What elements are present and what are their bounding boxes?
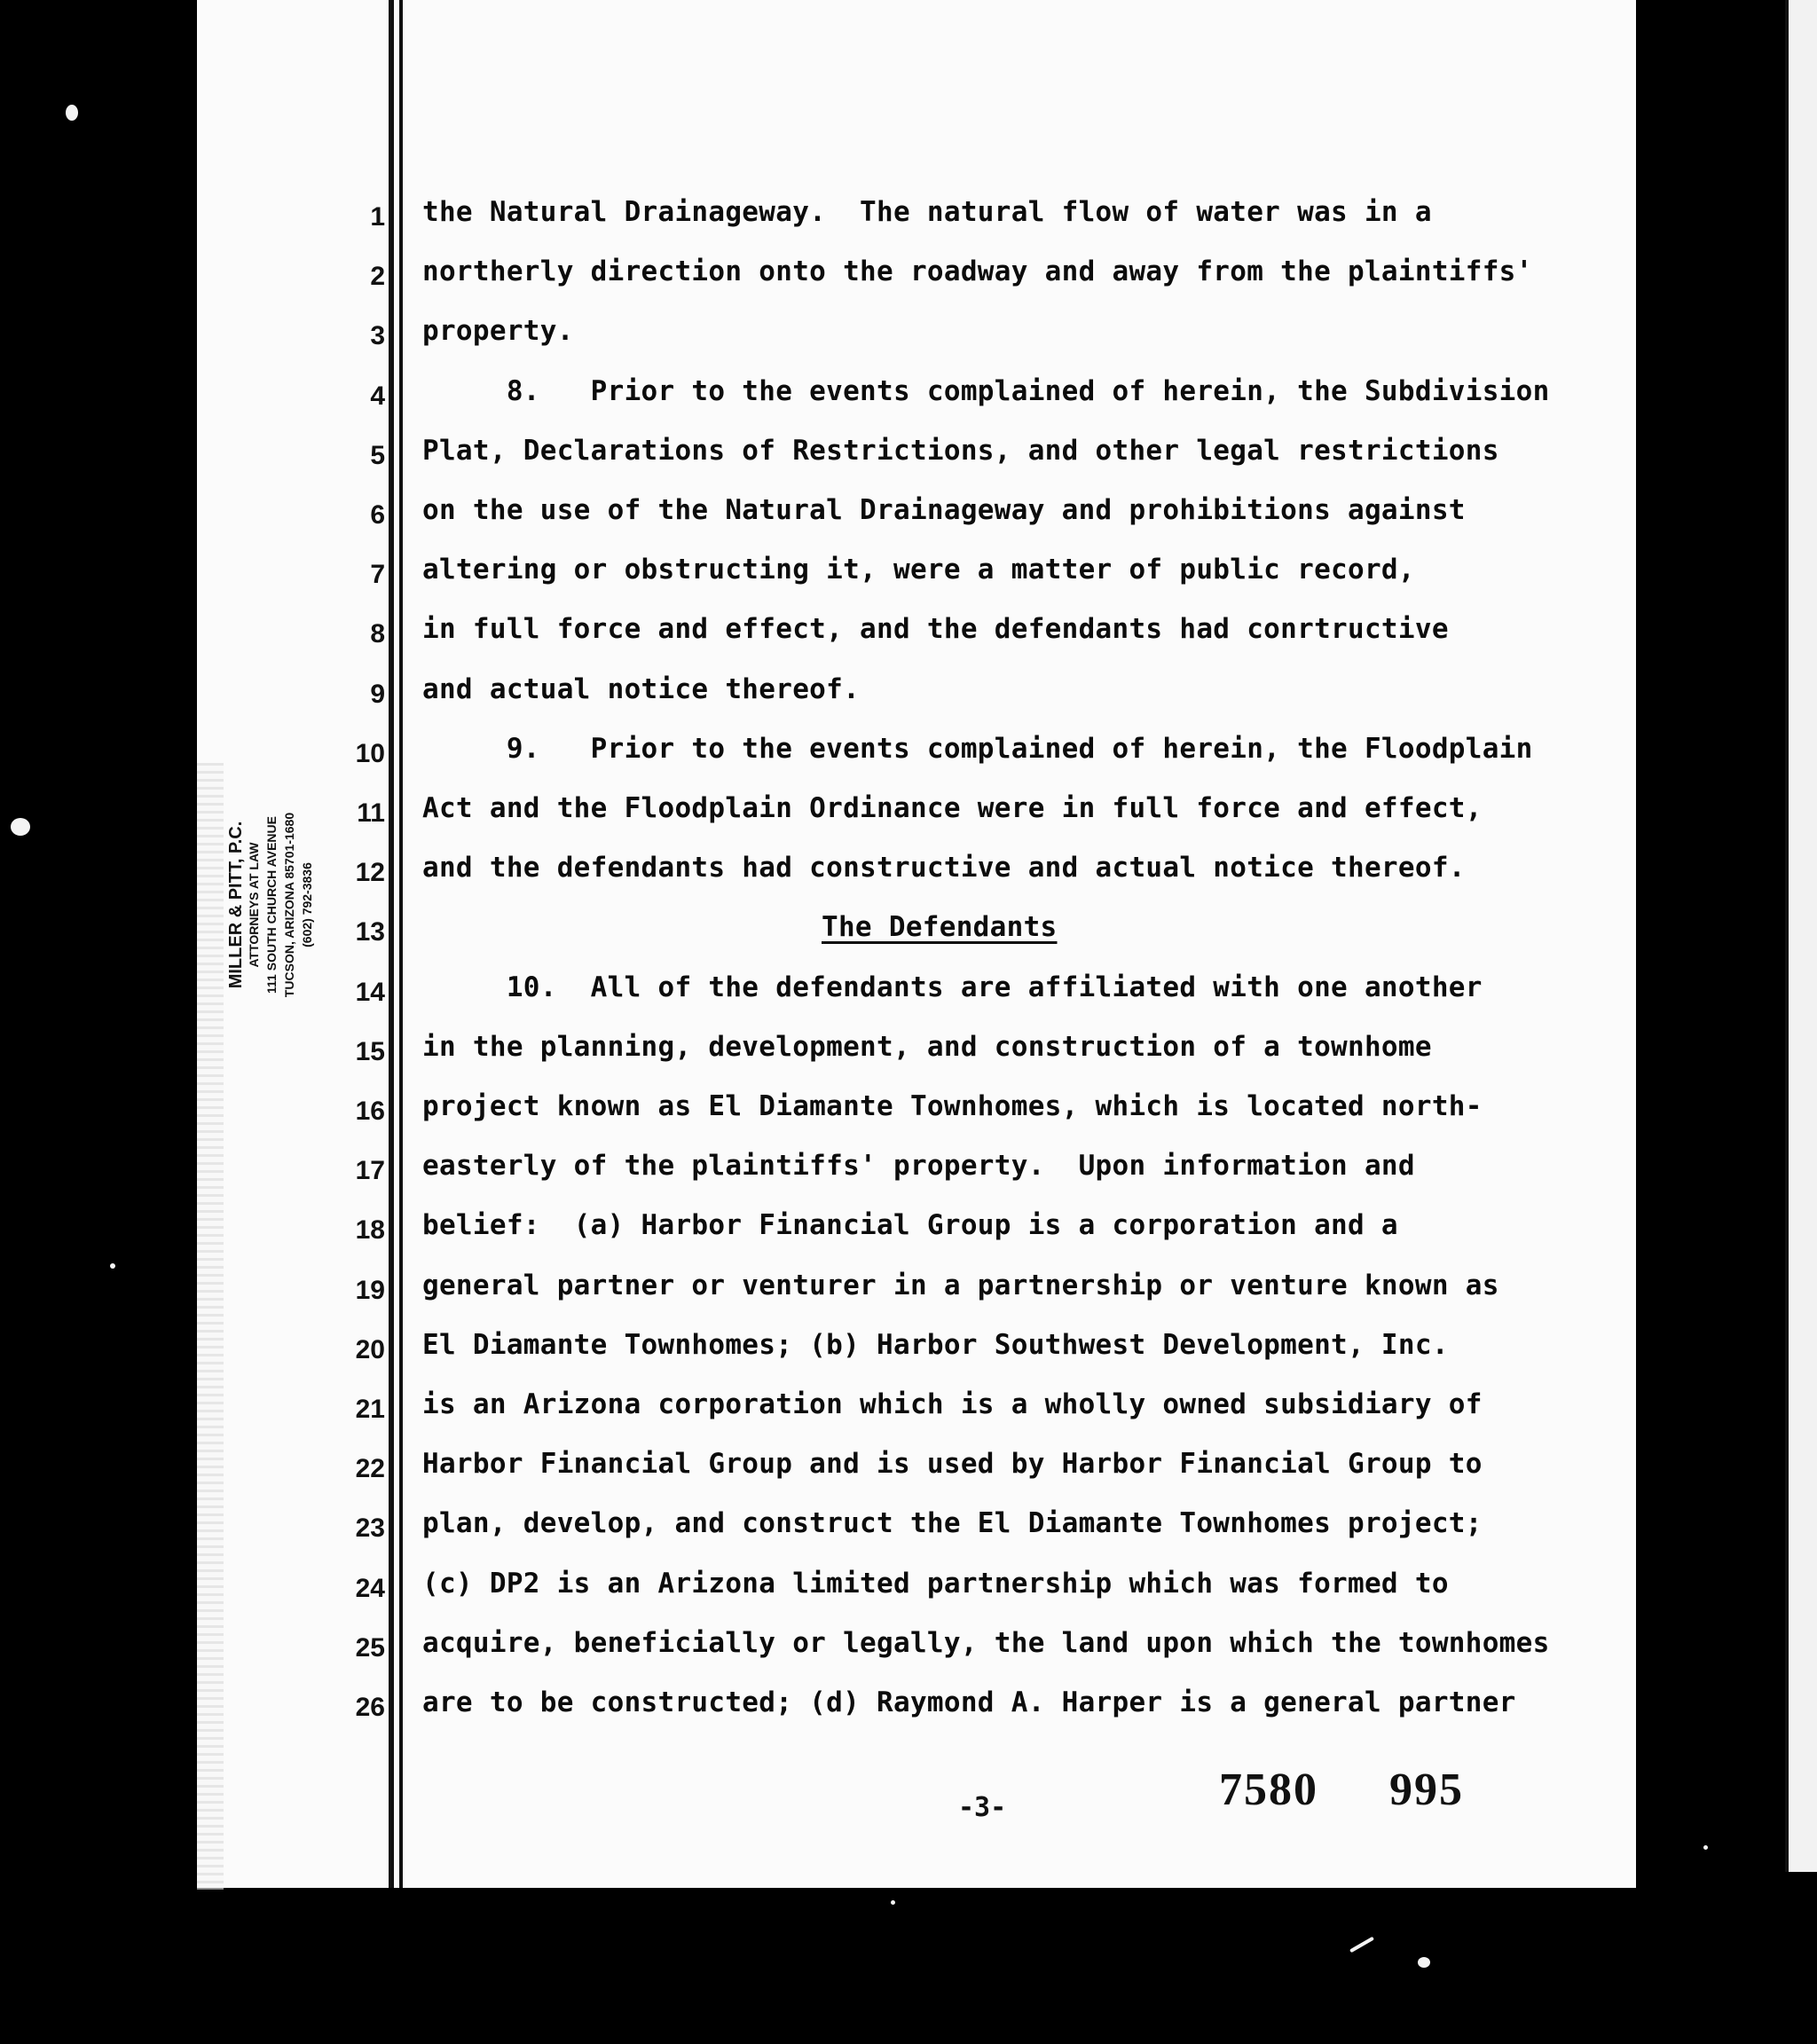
line-number: 1 bbox=[370, 202, 385, 232]
text-line: general partner or venturer in a partnership or venture known as bbox=[422, 1269, 1499, 1301]
line-number: 2 bbox=[370, 262, 385, 292]
text-line: easterly of the plaintiffs' property. Upon information and bbox=[422, 1150, 1415, 1183]
line-number: 12 bbox=[355, 858, 385, 888]
line-number: 17 bbox=[355, 1156, 385, 1186]
line-number: 4 bbox=[370, 381, 385, 411]
line-number: 21 bbox=[355, 1395, 385, 1424]
text-line: belief: (a) Harbor Financial Group is a corporation and a bbox=[422, 1209, 1398, 1242]
text-line: are to be constructed; (d) Raymond A. Harper is a general partner bbox=[422, 1686, 1516, 1718]
text-line: is an Arizona corporation which is a wholly owned subsidiary of bbox=[422, 1388, 1483, 1420]
text-line: and actual notice thereof. bbox=[422, 672, 861, 705]
text-line: in the planning, development, and construction of a townhome bbox=[422, 1030, 1432, 1063]
docket-book-number: 7580 bbox=[1219, 1765, 1318, 1815]
text-line: on the use of the Natural Drainageway and prohibitions against bbox=[422, 494, 1466, 526]
line-number: 13 bbox=[355, 917, 385, 947]
line-number: 9 bbox=[370, 679, 385, 709]
text-line: project known as El Diamante Townhomes, which is located north- bbox=[422, 1090, 1483, 1122]
line-number: 18 bbox=[355, 1215, 385, 1246]
line-number: 10 bbox=[355, 738, 385, 768]
line-number: 8 bbox=[370, 619, 385, 649]
line-number: 3 bbox=[370, 321, 385, 351]
firm-name: MILLER & PITT, P.C. bbox=[226, 821, 246, 989]
margin-rule bbox=[389, 0, 394, 1888]
line-number: 5 bbox=[370, 440, 385, 470]
text-line: altering or obstructing it, were a matter of public record, bbox=[422, 554, 1415, 586]
firm-title: ATTORNEYS AT LAW bbox=[247, 842, 261, 968]
page-edge bbox=[1785, 0, 1817, 1872]
paragraph-8: 8. Prior to the events complained of herein, the Subdivision bbox=[422, 374, 1550, 407]
text-line: in full force and effect, and the defendants had conrtructive bbox=[422, 613, 1449, 646]
line-number: 23 bbox=[355, 1513, 385, 1544]
document-page bbox=[197, 0, 1636, 1888]
paragraph-10: 10. All of the defendants are affiliated with one another bbox=[422, 971, 1483, 1003]
text-line: acquire, beneficially or legally, the land upon which the townhomes bbox=[422, 1626, 1550, 1659]
docket-page-number: 995 bbox=[1389, 1765, 1464, 1815]
text-line: northerly direction onto the roadway and away from the plaintiffs' bbox=[422, 256, 1533, 288]
text-line: and the defendants had constructive and actual notice thereof. bbox=[422, 852, 1466, 884]
line-number: 11 bbox=[357, 798, 385, 828]
line-number: 26 bbox=[355, 1693, 385, 1722]
section-heading: The Defendants bbox=[822, 911, 1058, 944]
text-line: property. bbox=[422, 315, 574, 348]
paragraph-9: 9. Prior to the events complained of herein, the Floodplain bbox=[422, 732, 1533, 765]
firm-city: TUCSON, ARIZONA 85701-1680 bbox=[282, 812, 296, 998]
page-number: -3- bbox=[958, 1792, 1007, 1823]
text-line: El Diamante Townhomes; (b) Harbor Southwest Development, Inc. bbox=[422, 1328, 1449, 1361]
firm-phone: (602) 792-3836 bbox=[300, 862, 314, 947]
law-firm-letterhead bbox=[218, 763, 325, 1047]
firm-street: 111 SOUTH CHURCH AVENUE bbox=[264, 816, 279, 994]
line-number: 20 bbox=[355, 1334, 385, 1364]
line-number: 16 bbox=[355, 1097, 385, 1126]
line-number: 7 bbox=[370, 560, 385, 590]
line-number: 15 bbox=[355, 1036, 385, 1066]
line-number: 6 bbox=[370, 500, 385, 530]
text-line: plan, develop, and construct the El Diamante Townhomes project; bbox=[422, 1507, 1483, 1540]
line-number: 22 bbox=[355, 1454, 385, 1484]
line-number: 25 bbox=[355, 1632, 385, 1663]
line-number: 14 bbox=[355, 977, 385, 1007]
text-line: (c) DP2 is an Arizona limited partnership which was formed to bbox=[422, 1567, 1449, 1600]
margin-rule-inner bbox=[399, 0, 403, 1888]
line-number: 19 bbox=[355, 1275, 385, 1305]
text-line: Plat, Declarations of Restrictions, and other legal restrictions bbox=[422, 434, 1499, 467]
text-line: Act and the Floodplain Ordinance were in full force and effect, bbox=[422, 792, 1483, 824]
text-line: Harbor Financial Group and is used by Harbor Financial Group to bbox=[422, 1448, 1483, 1481]
line-number: 24 bbox=[355, 1573, 385, 1603]
text-line: the Natural Drainageway. The natural flow of water was in a bbox=[422, 196, 1432, 228]
